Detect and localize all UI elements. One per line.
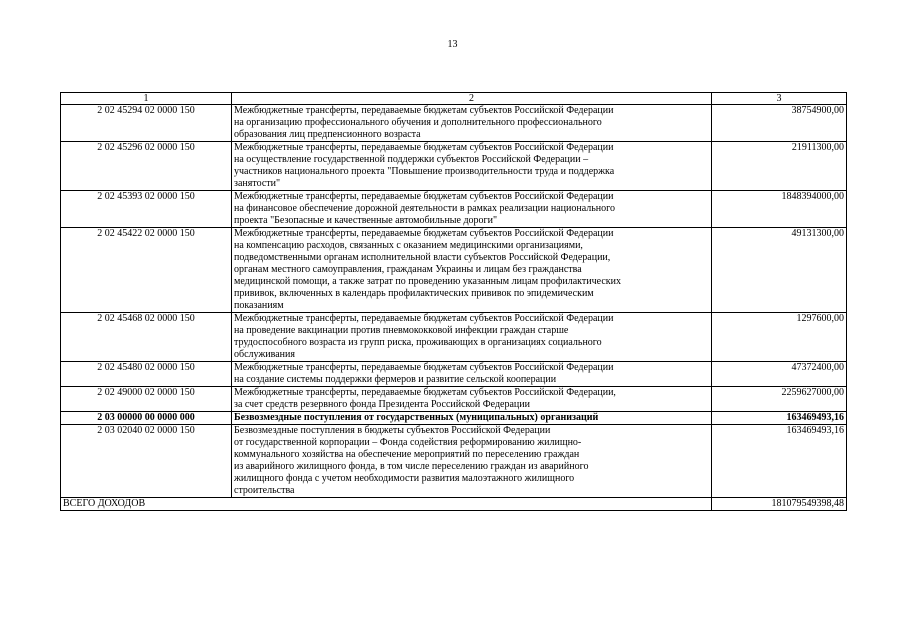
budget-code: 2 03 02040 02 0000 150	[61, 425, 232, 498]
income-amount: 2259627000,00	[712, 387, 847, 412]
description-line: на создание системы поддержки фермеров и развитие сельской кооперации	[234, 374, 557, 385]
description-line: на проведение вакцинации против пневмококковой инфекции граждан старше	[234, 325, 569, 336]
description-line: жилищного фонда с учетом необходимости развития малоэтажного жилищного	[234, 473, 575, 484]
description-line: Безвозмездные поступления в бюджеты субъектов Российской Федерации	[234, 425, 551, 436]
description-line: Межбюджетные трансферты, передаваемые бюджетам субъектов Российской Федерации	[234, 362, 614, 373]
table-row	[61, 105, 847, 142]
description-line: Безвозмездные поступления от государственных (муниципальных) организаций	[234, 412, 599, 423]
table-row	[61, 313, 847, 362]
income-description	[232, 142, 712, 191]
description-line: Межбюджетные трансферты, передаваемые бюджетам субъектов Российской Федерации,	[234, 387, 616, 398]
description-line: органам местного самоуправления, гражданам Украины и лицам без гражданства	[234, 264, 582, 275]
description-line: занятости"	[234, 178, 281, 189]
description-line: подведомственными органам исполнительной власти субъектов Российской Федерации,	[234, 252, 611, 263]
budget-code: 2 02 45393 02 0000 150	[61, 191, 232, 228]
column-header-amount: 3	[712, 93, 847, 105]
table-row	[61, 228, 847, 313]
income-table	[60, 92, 847, 511]
income-description	[232, 105, 712, 142]
description-line: участников национального проекта "Повышение производительности труда и поддержка	[234, 166, 615, 177]
income-amount: 21911300,00	[712, 142, 847, 191]
total-label: ВСЕГО ДОХОДОВ	[61, 498, 712, 511]
description-line: Межбюджетные трансферты, передаваемые бюджетам субъектов Российской Федерации	[234, 228, 614, 239]
budget-code: 2 02 45296 02 0000 150	[61, 142, 232, 191]
table-row	[61, 412, 847, 425]
income-amount: 1297600,00	[712, 313, 847, 362]
total-row	[61, 498, 847, 511]
budget-code: 2 02 45294 02 0000 150	[61, 105, 232, 142]
budget-code: 2 02 49000 02 0000 150	[61, 387, 232, 412]
budget-code: 2 03 00000 00 0000 000	[61, 412, 232, 425]
income-amount: 47372400,00	[712, 362, 847, 387]
income-description	[232, 412, 712, 425]
budget-code: 2 02 45468 02 0000 150	[61, 313, 232, 362]
description-line: трудоспособного возраста из групп риска, проживающих в организациях социального	[234, 337, 602, 348]
description-line: проекта "Безопасные и качественные автомобильные дороги"	[234, 215, 498, 226]
description-line: показаниям	[234, 300, 284, 311]
description-line: за счет средств резервного фонда Президента Российской Федерации	[234, 399, 530, 410]
description-line: из аварийного жилищного фонда, в том числе переселению граждан из аварийного	[234, 461, 589, 472]
income-description	[232, 228, 712, 313]
income-amount: 163469493,16	[712, 412, 847, 425]
description-line: медицинской помощи, а также затрат по проведению указанным лицам профилактических	[234, 276, 621, 287]
description-line: Межбюджетные трансферты, передаваемые бюджетам субъектов Российской Федерации	[234, 191, 614, 202]
description-line: от государственной корпорации – Фонда содействия реформированию жилищно-	[234, 437, 582, 448]
income-amount: 163469493,16	[712, 425, 847, 498]
description-line: на финансовое обеспечение дорожной деятельности в рамках реализации национального	[234, 203, 615, 214]
income-amount: 49131300,00	[712, 228, 847, 313]
income-description	[232, 387, 712, 412]
page-number: 13	[447, 39, 458, 50]
table-body	[61, 105, 847, 498]
column-header-code: 1	[61, 93, 232, 105]
income-description	[232, 313, 712, 362]
budget-code: 2 02 45480 02 0000 150	[61, 362, 232, 387]
income-amount: 1848394000,00	[712, 191, 847, 228]
description-line: обслуживания	[234, 349, 295, 360]
description-line: Межбюджетные трансферты, передаваемые бюджетам субъектов Российской Федерации	[234, 313, 614, 324]
description-line: коммунального хозяйства на обеспечение мероприятий по переселению граждан	[234, 449, 580, 460]
table-row	[61, 387, 847, 412]
table-row	[61, 191, 847, 228]
description-line: на организацию профессионального обучения и дополнительного профессионального	[234, 117, 602, 128]
income-amount: 38754900,00	[712, 105, 847, 142]
income-description	[232, 425, 712, 498]
total-amount: 181079549398,48	[712, 498, 847, 511]
description-line: образования лиц предпенсионного возраста	[234, 129, 421, 140]
description-line: на компенсацию расходов, связанных с оказанием медицинскими организациями,	[234, 240, 583, 251]
description-line: на осуществление государственной поддержки субъектов Российской Федерации –	[234, 154, 589, 165]
budget-code: 2 02 45422 02 0000 150	[61, 228, 232, 313]
income-description	[232, 191, 712, 228]
income-description	[232, 362, 712, 387]
table-row	[61, 362, 847, 387]
table-row	[61, 425, 847, 498]
header-row	[61, 93, 847, 105]
description-line: Межбюджетные трансферты, передаваемые бюджетам субъектов Российской Федерации	[234, 142, 614, 153]
description-line: прививок, включенных в календарь профилактических прививок по эпидемическим	[234, 288, 594, 299]
table-row	[61, 142, 847, 191]
description-line: Межбюджетные трансферты, передаваемые бюджетам субъектов Российской Федерации	[234, 105, 614, 116]
description-line: строительства	[234, 485, 295, 496]
column-header-name: 2	[232, 93, 712, 105]
